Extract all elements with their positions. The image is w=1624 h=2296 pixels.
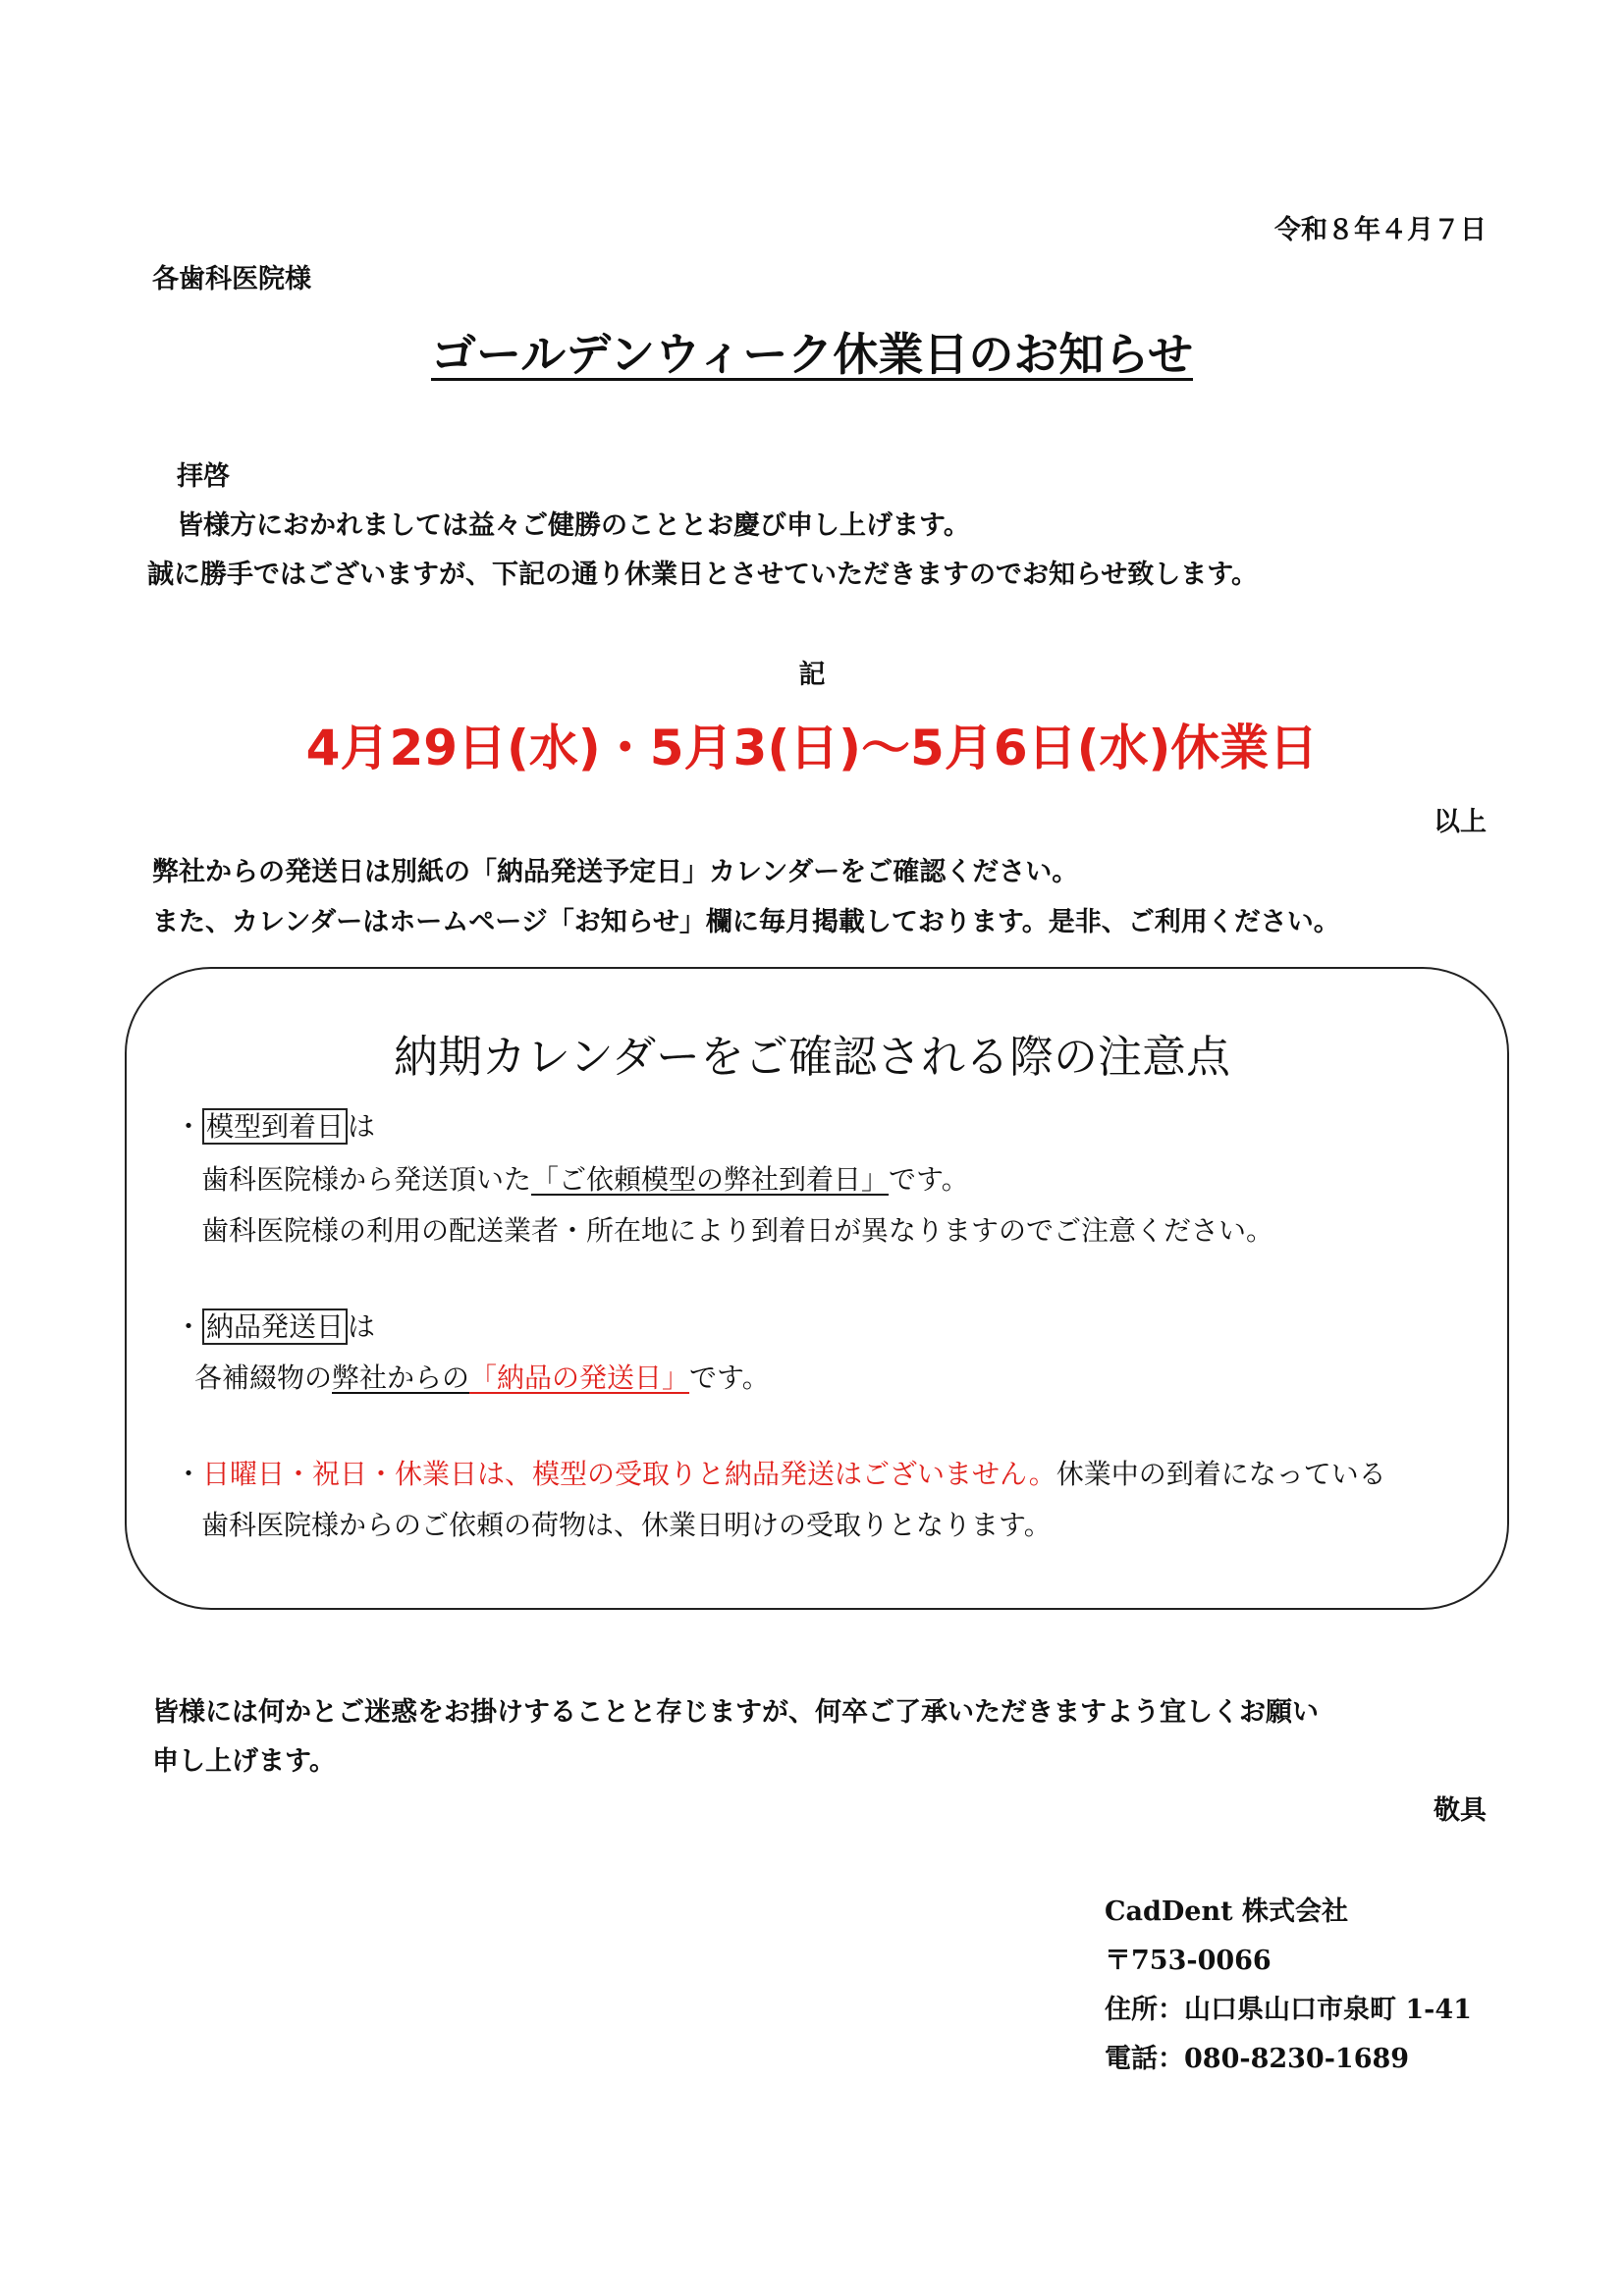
notice-item-3-line-2: 歯科医院様からのご依頼の荷物は、休業日明けの受取りとなります。 <box>201 1509 1052 1541</box>
notice-item-1-heading <box>175 1105 375 1145</box>
item2-highlight: 「納品の発送日」 <box>469 1362 690 1394</box>
shipping-line-1: 弊社からの発送日は別紙の「納品発送予定日」カレンダーをご確認ください。 <box>152 857 1079 887</box>
term-model-arrival-date: 模型到着日 <box>202 1108 348 1145</box>
shipping-line-2: また、カレンダーはホームページ「お知らせ」欄に毎月掲載しております。是非、ご利用ください。 <box>152 907 1340 937</box>
signature-company: CadDent 株式会社 <box>1105 1896 1348 1927</box>
notice-item-1-line-2: 歯科医院様の利用の配送業者・所在地により到着日が異なりますのでご注意ください。 <box>201 1214 1274 1247</box>
bullet: ・ <box>175 1458 203 1490</box>
ki-marker: 記 <box>798 660 826 690</box>
closing-line-1: 皆様には何かとご迷惑をお掛けすることと存じますが、何卒ご了承いただきますよう宜しくお願い <box>152 1697 1319 1728</box>
item1-suffix: です。 <box>889 1163 969 1196</box>
recipient: 各歯科医院様 <box>152 264 311 294</box>
bullet: ・ <box>175 1110 203 1143</box>
greeting-opening: 拝啓 <box>177 461 230 492</box>
item2-prefix: 各補綴物の <box>194 1362 333 1394</box>
ijou-marker: 以上 <box>1434 807 1487 837</box>
item3-black-text: 休業中の到着になっている <box>1056 1458 1386 1490</box>
title-text: ゴールデンウィーク休業日のお知らせ <box>430 328 1194 381</box>
signature-address: 住所：山口県山口市泉町 1-41 <box>1105 1995 1472 2025</box>
closing-line-2: 申し上げます。 <box>152 1746 336 1777</box>
notice-item-2-heading <box>175 1306 375 1345</box>
greeting-line-2: 誠に勝手ではございますが、下記の通り休業日とさせていただきますのでお知らせ致します。 <box>147 560 1259 590</box>
notice-box-title: 納期カレンダーをご確認される際の注意点 <box>393 1031 1231 1083</box>
document-date: 令和８年４月７日 <box>1274 215 1487 245</box>
term-suffix: は <box>348 1110 376 1143</box>
notice-item-1-line-1 <box>201 1158 969 1198</box>
item3-red-text: 日曜日・祝日・休業日は、模型の受取りと納品発送はございません。 <box>202 1458 1056 1490</box>
notice-item-3-line-1 <box>175 1453 1386 1492</box>
page-title <box>0 319 1624 384</box>
signature-postal-code: 〒753-0066 <box>1105 1946 1272 1976</box>
greeting-line-1: 皆様方におかれましては益々ご健勝のこととお慶び申し上げます。 <box>177 510 970 541</box>
item1-prefix: 歯科医院様から発送頂いた <box>201 1163 532 1196</box>
signature-phone: 電話：080-8230-1689 <box>1105 2044 1410 2074</box>
term-delivery-ship-date: 納品発送日 <box>202 1308 348 1345</box>
keigu-marker: 敬具 <box>1434 1795 1487 1826</box>
item1-highlight: 「ご依頼模型の弊社到着日」 <box>531 1163 890 1196</box>
term-suffix: は <box>348 1310 376 1343</box>
bullet: ・ <box>175 1310 203 1343</box>
item2-underlined: 弊社からの <box>332 1362 470 1394</box>
notice-item-2-line-1 <box>194 1357 770 1396</box>
item2-suffix: です。 <box>689 1362 770 1394</box>
holiday-notice: 4月29日(水)・5月3(日)～5月6日(水)休業日 <box>305 720 1319 776</box>
